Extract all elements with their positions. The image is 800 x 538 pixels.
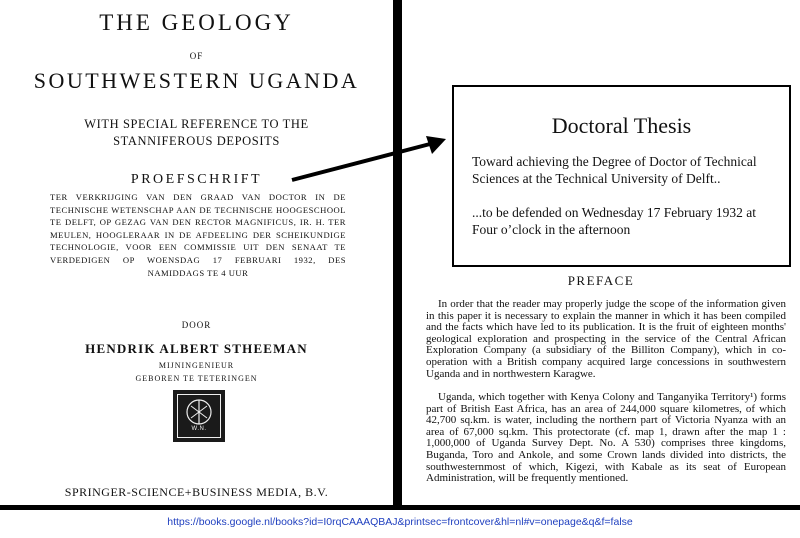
author-birthplace: GEBOREN TE TETERINGEN (135, 374, 258, 383)
proefschrift-heading: PROEFSCHRIFT (130, 172, 263, 187)
publisher-logo (173, 390, 225, 442)
annotation-line-3: ...to be defended on Wednesday 17 February 1932 at (472, 205, 756, 220)
doctoral-thesis-title: Doctoral Thesis (551, 113, 692, 138)
title-of: OF (189, 51, 204, 61)
annotation-line-1: Toward achieving the Degree of Doctor of Technical (472, 154, 757, 169)
reference-line-2: STANNIFEROUS DEPOSITS (113, 134, 280, 148)
thesis-statement: TER VERKRIJGING VAN DEN GRAAD VAN DOCTOR IN DE TECHNISCHE WETENSCHAP AAN DE TECHNISCHE HOOGESCHOOL TE DELFT, OP GEZAG VAN DEN RECTOR MAGNIFICUS, IR. H. TER MEULEN, HOOGLERAAR IN DE AFDEELING DER SCHEIKUNDIGE TECHNOLOGIE, VOOR EEN COMMISSIE UIT DEN SENAAT TE VERDEDIGEN OP WOENSDAG 17 FEBRUARI 1932, DES NAMIDDAGS TE 4 UUR (50, 192, 346, 278)
author-name: HENDRIK ALBERT STHEEMAN (85, 341, 308, 356)
publisher-name: SPRINGER-SCIENCE+BUSINESS MEDIA, B.V. (64, 485, 329, 499)
page-divider (393, 0, 402, 509)
preface-paragraph-1: In order that the reader may properly judge the scope of the information given in this paper it is necessary to explain the manner in which it has been compiled and the facts which have led to its publication. It is the fruit of eighteen months' geological exploration and prospecting in the service of the Central African Exploration Company (a subsidiary of the Billiton Company), which in co-operation with a British company acquired large concessions in southwestern Uganda and in northwestern Karagwe. (426, 298, 786, 380)
door-label: DOOR (181, 320, 212, 330)
logo-emblem-icon (173, 390, 225, 442)
reference-line-1: WITH SPECIAL REFERENCE TO THE (84, 117, 309, 131)
book-subtitle: SOUTHWESTERN UGANDA (33, 68, 360, 93)
bottom-border (0, 505, 800, 510)
annotation-line-2: Sciences at the Technical University of Delft.. (472, 171, 721, 186)
doctoral-thesis-box (452, 85, 791, 267)
preface-heading: PREFACE (567, 273, 635, 288)
book-title: THE GEOLOGY (99, 10, 294, 35)
preface-paragraph-2: Uganda, which together with Kenya Colony and Tanganyika Territory¹) forms part of British East Africa, has an area of 244,000 square kilometres, of which 42,700 sq.km. is water, including the northern part of Victoria Nyanza with an area of 67,000 sq.km. This protectorate (cf. map 1, drawn after the map 1 : 1,000,000 of Uganda Survey Dept. No. A 530) comprises three kingdoms, Buganda, Toro and Ankole, and some Crown lands divided into districts, the southwesternmost of which, Kigezi, with Kabale as its seat of European Administration, will be frequently mentioned. (426, 391, 786, 485)
title-page (0, 0, 393, 500)
logo-text: W.N. (191, 426, 207, 432)
author-degree: MIJNINGENIEUR (158, 361, 235, 370)
annotation-line-4: Four o’clock in the afternoon (472, 222, 631, 237)
arrow-icon (290, 130, 450, 190)
source-link[interactable]: https://books.google.nl/books?id=I0rqCAAAQBAJ&printsec=frontcover&hl=nl#v=onepage&q&f=false (167, 516, 633, 528)
